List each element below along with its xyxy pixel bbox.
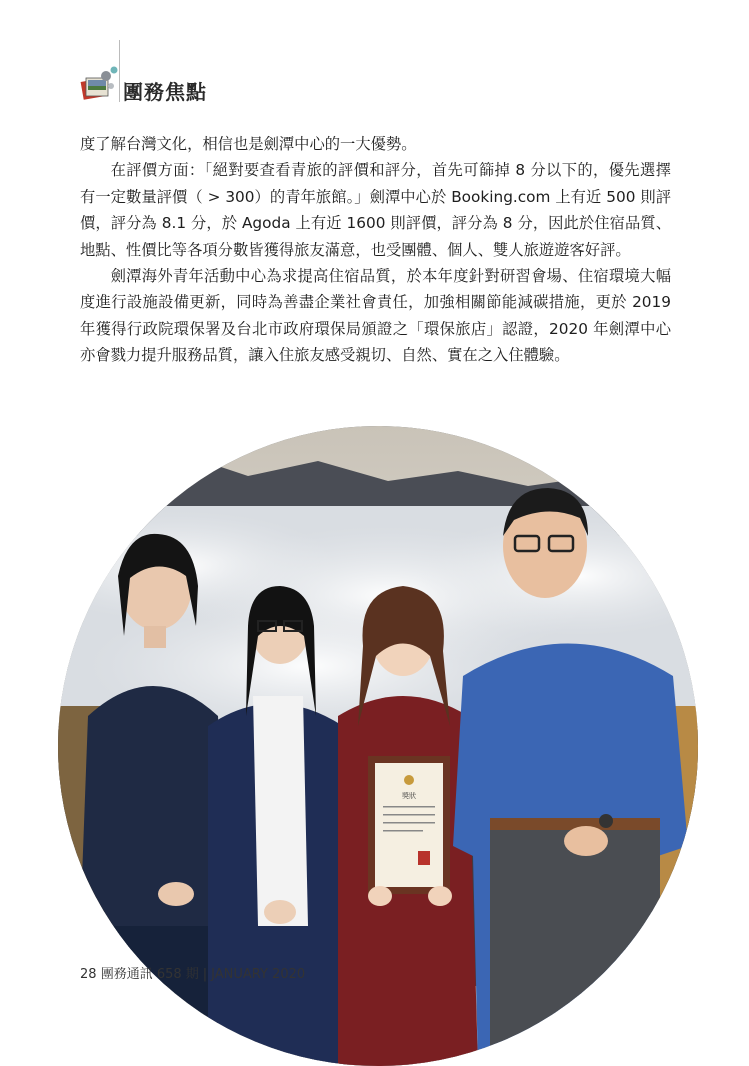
publication-name: 團務通訊 658 期: [100, 967, 199, 982]
certificate-frame: [368, 756, 450, 894]
certificate-heading: 獎狀: [402, 792, 416, 800]
page-number: 28: [80, 967, 97, 982]
photo-stack-icon: [80, 64, 120, 108]
footer-separator: |: [202, 967, 208, 982]
paragraph-3: 劍潭海外青年活動中心為求提高住宿品質，於本年度針對研習會場、住宿環境大幅度進行設施設備更新，同時為善盡企業社會責任，加強相關節能減碳措施，更於 2019 年獲得行政院環保署及台北市政府環保局頒證之「環保旅店」認證，2020 年劍潭中心亦會戮力提升服務品質，讓入住旅友感受親切、自然、實在之入住體驗。: [80, 267, 671, 365]
paragraph-1: 度了解台灣文化，相信也是劍潭中心的一大優勢。: [80, 135, 417, 153]
article-body: [80, 131, 671, 369]
publication-date: JANUARY 2020: [211, 967, 306, 982]
page-footer: [80, 963, 305, 982]
section-title: 團務焦點: [123, 80, 207, 104]
paragraph-2: 在評價方面：「絕對要查看青旅的評價和評分，首先可篩掉 8 分以下的，優先選擇有一定數量評價（ > 300）的青年旅館。」劍潭中心於 Booking.com 上有近 500 則評價，評分為 8.1 分，於 Agoda 上有近 1600 則評價，評分為 8 分，因此於住宿品質、地點、性價比等各項分數皆獲得旅友滿意，也受團體、個人、雙人旅遊遊客好評。: [80, 161, 671, 259]
